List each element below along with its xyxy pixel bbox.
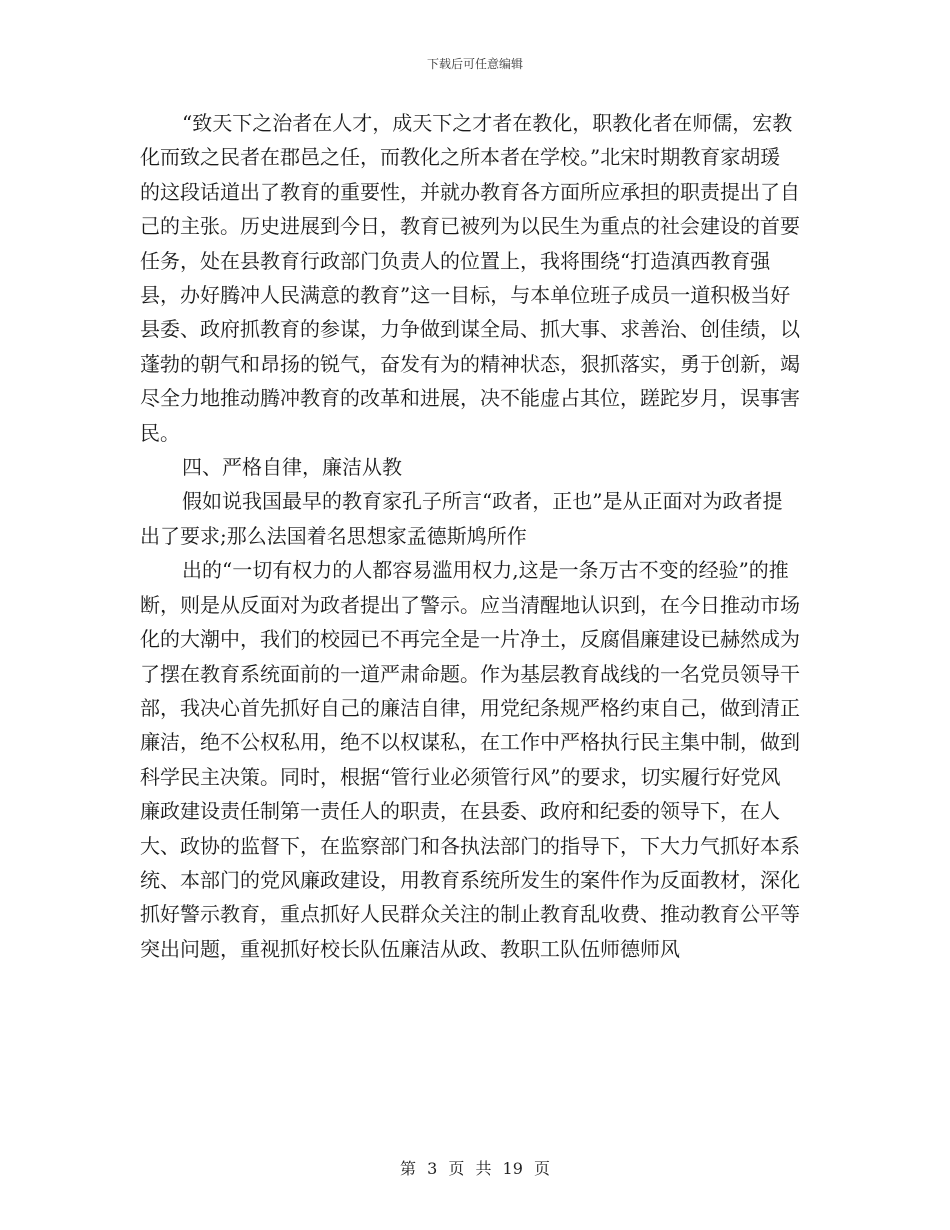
page-header: 下载后可任意编辑	[426, 57, 523, 71]
document-body	[140, 106, 800, 966]
section-heading: 四、严格自律，廉洁从教	[182, 455, 402, 480]
page-number: 第 3 页 共 19 页	[400, 1159, 550, 1178]
paragraph-confucius: 假如说我国最早的教育家孔子所言“政者，正也”是从正面对为政者提出了要求;那么法国着名思想家孟德斯鸠所作	[140, 489, 783, 548]
paragraph-hu-yuan-quote: “致天下之治者在人才，成天下之才者在教化，职教化者在师儒，宏教化而致之民者在郡邑之任，而教化之所本者在学校。”北宋时期教育家胡瑗的这段话道出了教育的重要性，并就办教育各方面所应承担的职责提出了自己的主张。历史进展到今日，教育已被列为以民生为重点的社会建设的首要任务，处在县教育行政部门负责人的位置上，我将围绕“打造滇西教育强县，办好腾冲人民满意的教育”这一目标，与本单位班子成员一道积极当好县委、政府抓教育的参谋，力争做到谋全局、抓大事、求善治、创佳绩，以蓬勃的朝气和昂扬的锐气，奋发有为的精神状态，狠抓落实，勇于创新，竭尽全力地推动腾冲教育的改革和进展，决不能虚占其位，蹉跎岁月，误事害民。	[140, 111, 800, 445]
paragraph-montesquieu: 出的“一切有权力的人都容易滥用权力,这是一条万古不变的经验”的推断，则是从反面对为政者提出了警示。应当清醒地认识到，在今日推动市场化的大潮中，我们的校园已不再完全是一片净土，反腐倡廉建设已赫然成为了摆在教育系统面前的一道严肃命题。作为基层教育战线的一名党员领导干部，我决心首先抓好自己的廉洁自律，用党纪条规严格约束自己，做到清正廉洁，绝不公权私用，绝不以权谋私，在工作中严格执行民主集中制，做到科学民主决策。同时，根据“管行业必须管行风”的要求，切实履行好党风廉政建设责任制第一责任人的职责，在县委、政府和纪委的领导下，在人大、政协的监督下，在监察部门和各执法部门的指导下，下大力气抓好本系统、本部门的党风廉政建设，用教育系统所发生的案件作为反面教材，深化抓好警示教育，重点抓好人民群众关注的制止教育乱收费、推动教育公平等突出问题，重视抓好校长队伍廉洁从政、教职工队伍师德师风	[140, 558, 800, 961]
